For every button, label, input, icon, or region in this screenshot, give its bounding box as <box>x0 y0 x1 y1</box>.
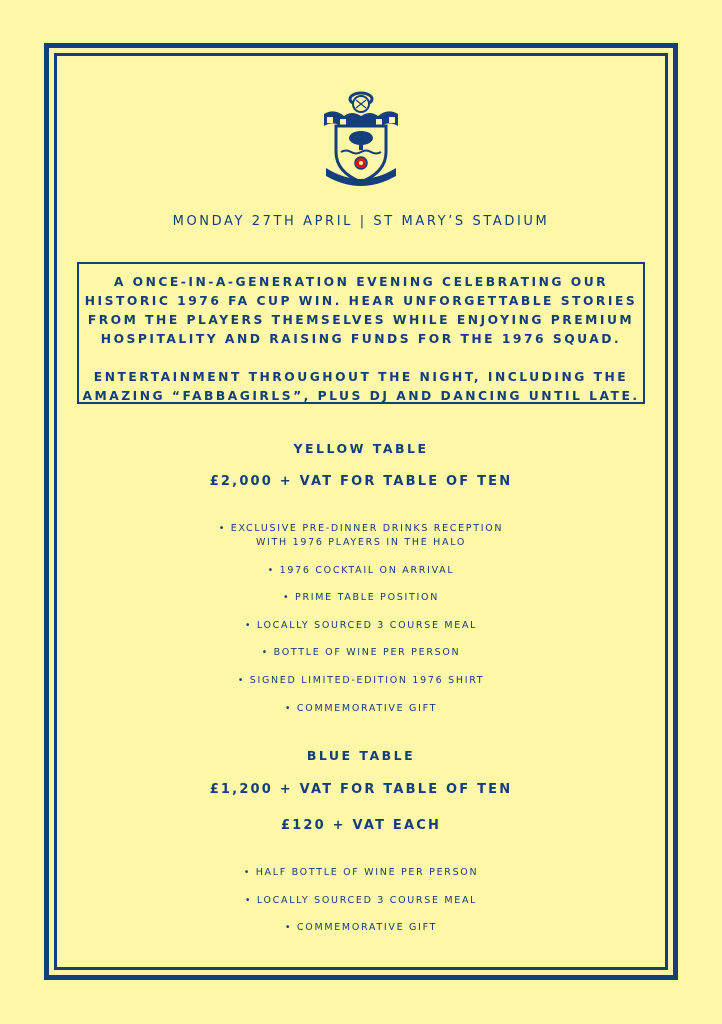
yellow-benefit: • BOTTLE OF WINE PER PERSON <box>261 647 461 658</box>
blue-table-price-each: £120 + VAT EACH <box>280 818 442 833</box>
intro-paragraph-2: ENTERTAINMENT THROUGHOUT THE NIGHT, INCLUDING THE AMAZING “FABBAGIRLS”, PLUS DJ AND DANCING UNTIL LATE. <box>82 370 640 403</box>
blue-table-price-table: £1,200 + VAT FOR TABLE OF TEN <box>209 782 513 797</box>
club-crest-logo <box>318 90 404 186</box>
intro-paragraph-1: A ONCE-IN-A-GENERATION EVENING CELEBRATING OUR HISTORIC 1976 FA CUP WIN. HEAR UNFORGETTABLE STORIES FROM THE PLAYERS THEMSELVES WHILE ENJOYING PREMIUM HOSPITALITY AND RAISING FUNDS FOR THE 1976 SQUAD. <box>84 275 638 346</box>
blue-benefit: • COMMEMORATIVE GIFT <box>284 922 438 933</box>
yellow-benefit: WITH 1976 PLAYERS IN THE HALO <box>255 537 467 548</box>
blue-benefit: • HALF BOTTLE OF WINE PER PERSON <box>243 867 479 878</box>
blue-table-title: BLUE TABLE <box>306 748 416 763</box>
yellow-benefit: • EXCLUSIVE PRE-DINNER DRINKS RECEPTION <box>218 523 504 534</box>
yellow-table-price: £2,000 + VAT FOR TABLE OF TEN <box>209 474 513 489</box>
intro-box <box>77 262 645 404</box>
yellow-benefit: • LOCALLY SOURCED 3 COURSE MEAL <box>244 620 478 631</box>
yellow-benefit: • 1976 COCKTAIL ON ARRIVAL <box>267 565 455 576</box>
yellow-benefit: • SIGNED LIMITED-EDITION 1976 SHIRT <box>237 675 485 686</box>
yellow-benefit: • COMMEMORATIVE GIFT <box>284 703 438 714</box>
blue-benefit: • LOCALLY SOURCED 3 COURSE MEAL <box>244 895 478 906</box>
event-date-venue: MONDAY 27TH APRIL | ST MARY’S STADIUM <box>172 214 550 229</box>
yellow-table-title: YELLOW TABLE <box>293 441 429 456</box>
yellow-benefit: • PRIME TABLE POSITION <box>283 592 439 603</box>
